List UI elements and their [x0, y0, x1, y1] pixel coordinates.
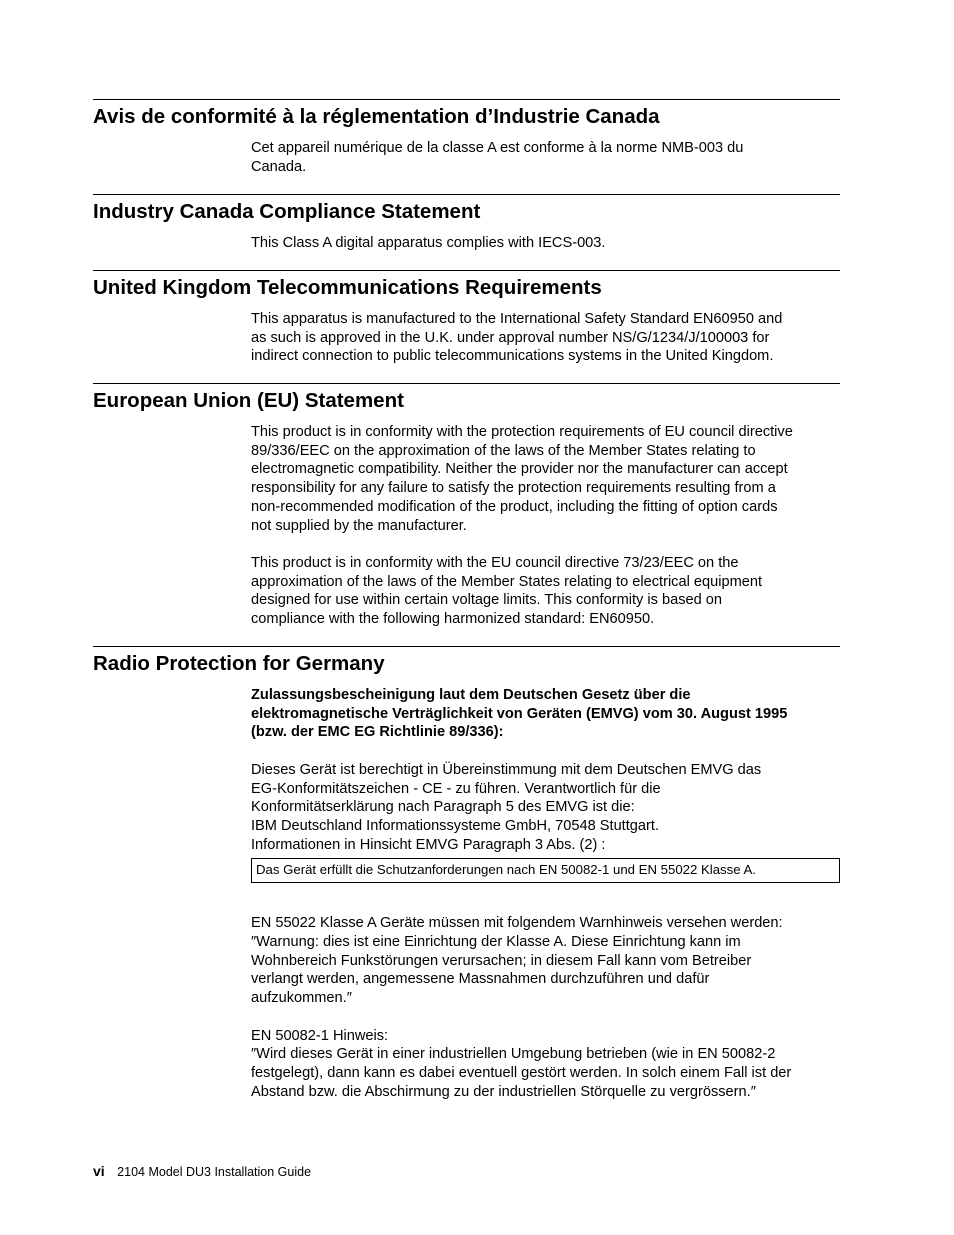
text-line: aufzukommen.″ — [251, 990, 352, 1007]
text-line: Informationen in Hinsicht EMVG Paragraph 3 Abs. (2) : — [251, 836, 606, 853]
section-body — [251, 310, 840, 366]
section-divider — [93, 383, 840, 384]
paragraph — [251, 423, 840, 535]
text-line: Abstand bzw. die Abschirmung zu der industriellen Störquelle zu vergrössern.″ — [251, 1083, 756, 1100]
section-industry-canada — [93, 194, 840, 253]
text-line: Cet appareil numérique de la classe A est conforme à la norme NMB-003 du — [251, 140, 744, 156]
text-line: Canada. — [251, 158, 307, 175]
paragraph — [251, 139, 840, 176]
text-line: Dieses Gerät ist berechtigt in Übereinstimmung mit dem Deutschen EMVG das — [251, 761, 762, 778]
text-line: Wohnbereich Funkstörungen verursachen; in diesem Fall kann vom Betreiber — [251, 952, 752, 969]
text-line: approximation of the laws of the Member States relating to electrical equipment — [251, 573, 763, 590]
text-line: festgelegt), dann kann es dabei eventuell gestört werden. In solch einem Fall ist der — [251, 1064, 792, 1081]
section-radio-germany — [93, 646, 840, 1101]
paragraph — [251, 234, 840, 253]
footer-title: 2104 Model DU3 Installation Guide — [117, 1165, 312, 1179]
text-line: not supplied by the manufacturer. — [251, 517, 467, 534]
section-industrie-canada — [93, 99, 840, 176]
section-body — [251, 234, 840, 253]
section-divider — [93, 270, 840, 271]
paragraph — [251, 310, 840, 366]
section-divider — [93, 646, 840, 647]
section-eu-statement — [93, 383, 840, 629]
text-line: Zulassungsbescheinigung laut dem Deutschen Gesetz über die — [251, 687, 691, 703]
section-heading: Avis de conformité à la réglementation d’Industrie Canada — [93, 105, 660, 128]
section-heading: European Union (EU) Statement — [93, 389, 404, 412]
section-body — [251, 686, 840, 1101]
text-line: verlangt werden, angemessene Massnahmen durchzuführen und dafür — [251, 971, 710, 988]
text-line: This apparatus is manufactured to the International Safety Standard EN60950 and — [251, 311, 783, 327]
boxed-note: Das Gerät erfüllt die Schutzanforderungen nach EN 50082-1 und EN 55022 Klasse A. — [251, 858, 840, 883]
paragraph — [251, 914, 840, 1008]
section-body — [251, 139, 840, 176]
text-line: EN 50082-1 Hinweis: — [251, 1027, 389, 1044]
text-line: electromagnetic compatibility. Neither the provider nor the manufacturer can accept — [251, 461, 788, 478]
text-line: indirect connection to public telecommunications systems in the United Kingdom. — [251, 348, 774, 365]
paragraph — [251, 761, 840, 855]
text-line: This Class A digital apparatus complies with IECS-003. — [251, 235, 606, 251]
text-line: This product is in conformity with the EU council directive 73/23/EEC on the — [251, 554, 739, 571]
section-heading: Radio Protection for Germany — [93, 652, 385, 675]
text-line: as such is approved in the U.K. under approval number NS/G/1234/J/100003 for — [251, 329, 770, 346]
text-line: non-recommended modification of the product, including the fitting of option cards — [251, 498, 778, 515]
bold-paragraph — [251, 686, 840, 742]
text-line: EN 55022 Klasse A Geräte müssen mit folgendem Warnhinweis versehen werden: — [251, 915, 783, 932]
page-footer — [93, 1163, 311, 1179]
text-line: elektromagnetische Verträglichkeit von Geräten (EMVG) vom 30. August 1995 — [251, 705, 788, 722]
text-line: This product is in conformity with the protection requirements of EU council directive — [251, 424, 793, 440]
text-line: EG-Konformitätszeichen - CE - zu führen. Verantwortlich für die — [251, 780, 661, 797]
paragraph — [251, 554, 840, 629]
text-line: compliance with the following harmonized standard: EN60950. — [251, 611, 655, 628]
text-line: (bzw. der EMC EG Richtlinie 89/336): — [251, 724, 504, 741]
section-heading: United Kingdom Telecommunications Requirements — [93, 276, 602, 299]
text-line: Konformitätserklärung nach Paragraph 5 des EMVG ist die: — [251, 799, 635, 816]
text-line: designed for use within certain voltage limits. This conformity is based on — [251, 592, 723, 609]
page-number: vi — [93, 1163, 105, 1179]
section-divider — [93, 194, 840, 195]
text-line: responsibility for any failure to satisfy the protection requirements resulting from a — [251, 480, 776, 497]
text-line: ″Wird dieses Gerät in einer industriellen Umgebung betrieben (wie in EN 50082-2 — [251, 1046, 776, 1063]
section-heading: Industry Canada Compliance Statement — [93, 200, 481, 223]
section-uk-telecom — [93, 270, 840, 366]
text-line: ″Warnung: dies ist eine Einrichtung der Klasse A. Diese Einrichtung kann im — [251, 934, 741, 951]
section-body — [251, 423, 840, 629]
section-divider — [93, 99, 840, 100]
paragraph — [251, 1027, 840, 1102]
text-line: 89/336/EEC on the approximation of the laws of the Member States relating to — [251, 442, 756, 459]
text-line: IBM Deutschland Informationssysteme GmbH, 70548 Stuttgart. — [251, 817, 659, 834]
